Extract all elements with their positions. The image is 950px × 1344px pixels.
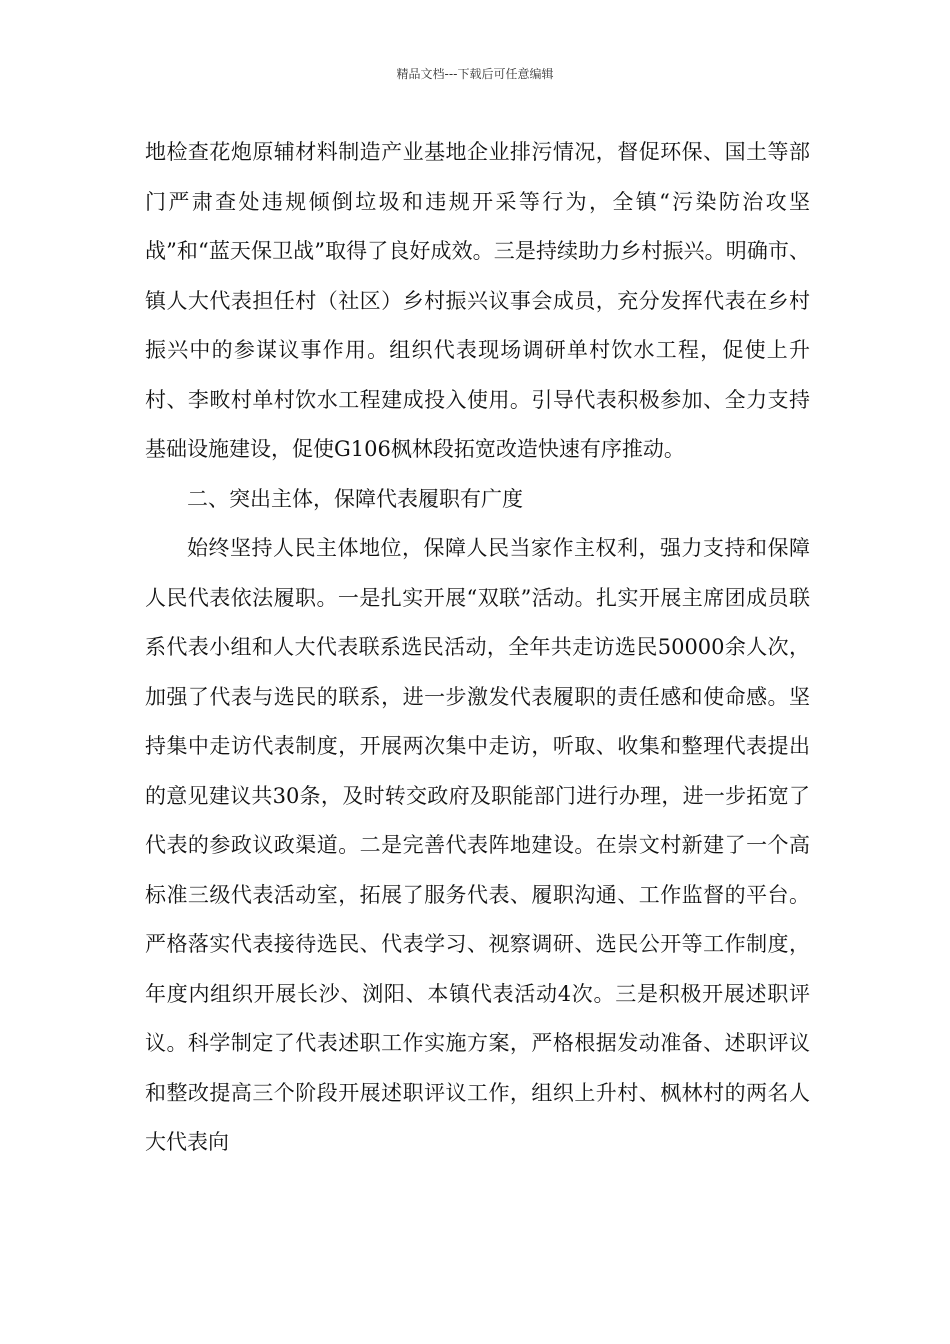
document-body: [145, 128, 810, 1168]
section-heading: 二、突出主体，保障代表履职有广度: [187, 486, 523, 511]
page-header: 精品文档---下载后可任意编辑: [396, 67, 554, 81]
paragraph-continuation: 地检查花炮原辅材料制造产业基地企业排污情况，督促环保、国土等部门严肃查处违规倾倒垃圾和违规开采等行为，全镇“污染防治攻坚战”和“蓝天保卫战”取得了良好成效。三是持续助力乡村振兴。明确市、镇人大代表担任村（社区）乡村振兴议事会成员，充分发挥代表在乡村振兴中的参谋议事作用。组织代表现场调研单村饮水工程，促使上升村、李畋村单村饮水工程建成投入使用。引导代表积极参加、全力支持基础设施建设，促使G106枫林段拓宽改造快速有序推动。: [145, 140, 810, 461]
paragraph-section-2: 始终坚持人民主体地位，保障人民当家作主权利，强力支持和保障人民代表依法履职。一是扎实开展“双联”活动。扎实开展主席团成员联系代表小组和人大代表联系选民活动，全年共走访选民50000余人次，加强了代表与选民的联系，进一步激发代表履职的责任感和使命感。坚持集中走访代表制度，开展两次集中走访，听取、收集和整理代表提出的意见建议共30条，及时转交政府及职能部门进行办理，进一步拓宽了代表的参政议政渠道。二是完善代表阵地建设。在崇文村新建了一个高标准三级代表活动室，拓展了服务代表、履职沟通、工作监督的平台。严格落实代表接待选民、代表学习、视察调研、选民公开等工作制度，年度内组织开展长沙、浏阳、本镇代表活动4次。三是积极开展述职评议。科学制定了代表述职工作实施方案，严格根据发动准备、述职评议和整改提高三个阶段开展述职评议工作，组织上升村、枫林村的两名人大代表向: [145, 536, 810, 1154]
